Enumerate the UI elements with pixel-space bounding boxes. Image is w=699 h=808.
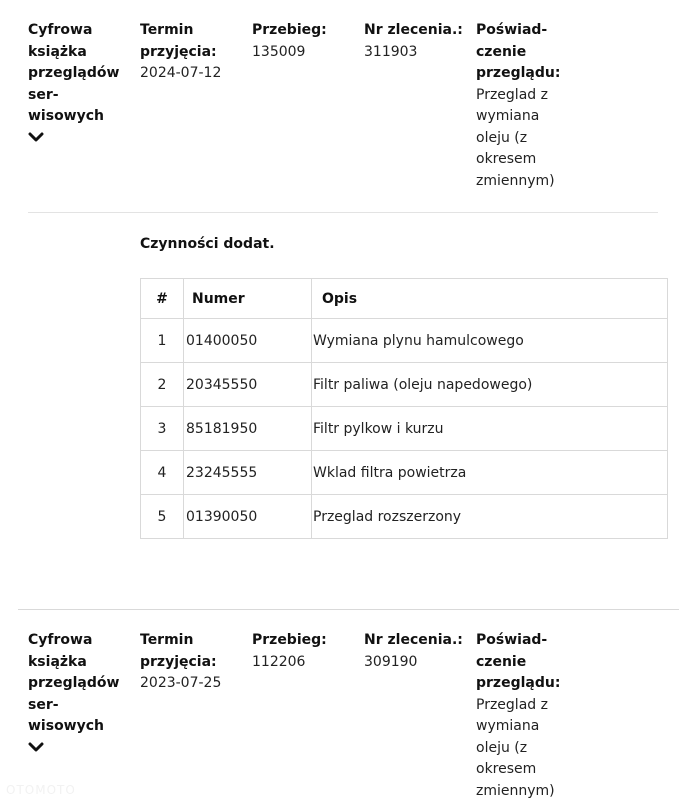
certificate-column bbox=[476, 20, 581, 192]
certificate-label-line: przeglądu: bbox=[476, 675, 561, 691]
service-book-label-line: książka bbox=[28, 43, 87, 60]
order-value: 311903 bbox=[364, 43, 418, 60]
row-number: 85181950 bbox=[184, 407, 312, 451]
row-number: 20345550 bbox=[184, 363, 312, 407]
date-value: 2024-07-12 bbox=[140, 65, 222, 81]
order-label: Nr zlecenia.: bbox=[364, 22, 463, 38]
certificate-column bbox=[476, 630, 581, 802]
certificate-value-line: okresem bbox=[476, 151, 537, 167]
date-column bbox=[140, 630, 245, 695]
row-description: Wymiana plynu hamulcowego bbox=[312, 319, 668, 363]
order-value: 309190 bbox=[364, 653, 418, 670]
service-book-label-line: przeglądów bbox=[28, 65, 120, 81]
column-header-number: Numer bbox=[184, 279, 312, 319]
table-row bbox=[141, 363, 668, 407]
row-number: 01390050 bbox=[184, 495, 312, 539]
certificate-label-line: czenie bbox=[476, 653, 527, 670]
divider bbox=[28, 212, 658, 213]
certificate-value-line: wymiana bbox=[476, 718, 540, 734]
column-header-index: # bbox=[141, 279, 184, 319]
certificate-value-line: zmiennym) bbox=[476, 172, 555, 189]
row-index: 2 bbox=[141, 363, 184, 407]
mileage-column bbox=[252, 630, 357, 673]
date-label-line: Termin bbox=[140, 632, 194, 648]
table-row bbox=[141, 407, 668, 451]
row-number: 01400050 bbox=[184, 319, 312, 363]
row-index: 1 bbox=[141, 319, 184, 363]
additional-work-title: Czynności dodat. bbox=[140, 236, 275, 252]
certificate-value-line: oleju (z bbox=[476, 739, 528, 756]
certificate-value-line: okresem bbox=[476, 761, 537, 777]
certificate-label-line: Poświad- bbox=[476, 22, 548, 38]
row-index: 4 bbox=[141, 451, 184, 495]
service-book-label-line: ser- bbox=[28, 696, 59, 713]
mileage-value: 112206 bbox=[252, 653, 306, 670]
chevron-down-icon[interactable] bbox=[28, 740, 44, 754]
table-row bbox=[141, 451, 668, 495]
certificate-value-line: Przeglad z bbox=[476, 86, 548, 103]
order-column bbox=[364, 630, 469, 673]
row-description: Przeglad rozszerzony bbox=[312, 495, 668, 539]
service-record bbox=[18, 0, 679, 606]
certificate-label-line: czenie bbox=[476, 43, 527, 60]
certificate-value-line: wymiana bbox=[476, 108, 540, 124]
row-description: Filtr paliwa (oleju napedowego) bbox=[312, 363, 668, 407]
date-label-line: przyjęcia: bbox=[140, 43, 217, 60]
mileage-label: Przebieg: bbox=[252, 22, 327, 38]
row-number: 23245555 bbox=[184, 451, 312, 495]
order-label: Nr zlecenia.: bbox=[364, 632, 463, 648]
row-index: 5 bbox=[141, 495, 184, 539]
table-header-row bbox=[141, 279, 668, 319]
chevron-down-icon[interactable] bbox=[28, 130, 44, 144]
service-book-label-line: Cyfrowa bbox=[28, 632, 93, 648]
service-book-label-line: książka bbox=[28, 653, 87, 670]
service-book-label-line: wisowych bbox=[28, 718, 105, 734]
date-label-line: Termin bbox=[140, 22, 194, 38]
service-record bbox=[18, 609, 679, 808]
certificate-value-line: oleju (z bbox=[476, 129, 528, 146]
mileage-column bbox=[252, 20, 357, 63]
row-description: Filtr pylkow i kurzu bbox=[312, 407, 668, 451]
order-column bbox=[364, 20, 469, 63]
table-row bbox=[141, 495, 668, 539]
service-book-label-line: przeglądów bbox=[28, 675, 120, 691]
service-book-column bbox=[28, 20, 128, 144]
additional-work-table bbox=[140, 278, 668, 539]
table-row bbox=[141, 319, 668, 363]
date-label-line: przyjęcia: bbox=[140, 653, 217, 670]
certificate-label-line: Poświad- bbox=[476, 632, 548, 648]
mileage-value: 135009 bbox=[252, 43, 306, 60]
certificate-value-line: zmiennym) bbox=[476, 782, 555, 799]
mileage-label: Przebieg: bbox=[252, 632, 327, 648]
certificate-value-line: Przeglad z bbox=[476, 696, 548, 713]
date-column bbox=[140, 20, 245, 85]
watermark: OTOMOTO bbox=[6, 783, 76, 797]
certificate-label-line: przeglądu: bbox=[476, 65, 561, 81]
column-header-description: Opis bbox=[312, 279, 668, 319]
service-book-label-line: wisowych bbox=[28, 108, 105, 124]
service-book-label-line: Cyfrowa bbox=[28, 22, 93, 38]
row-index: 3 bbox=[141, 407, 184, 451]
service-book-label-line: ser- bbox=[28, 86, 59, 103]
date-value: 2023-07-25 bbox=[140, 675, 222, 691]
service-book-column bbox=[28, 630, 128, 754]
row-description: Wklad filtra powietrza bbox=[312, 451, 668, 495]
